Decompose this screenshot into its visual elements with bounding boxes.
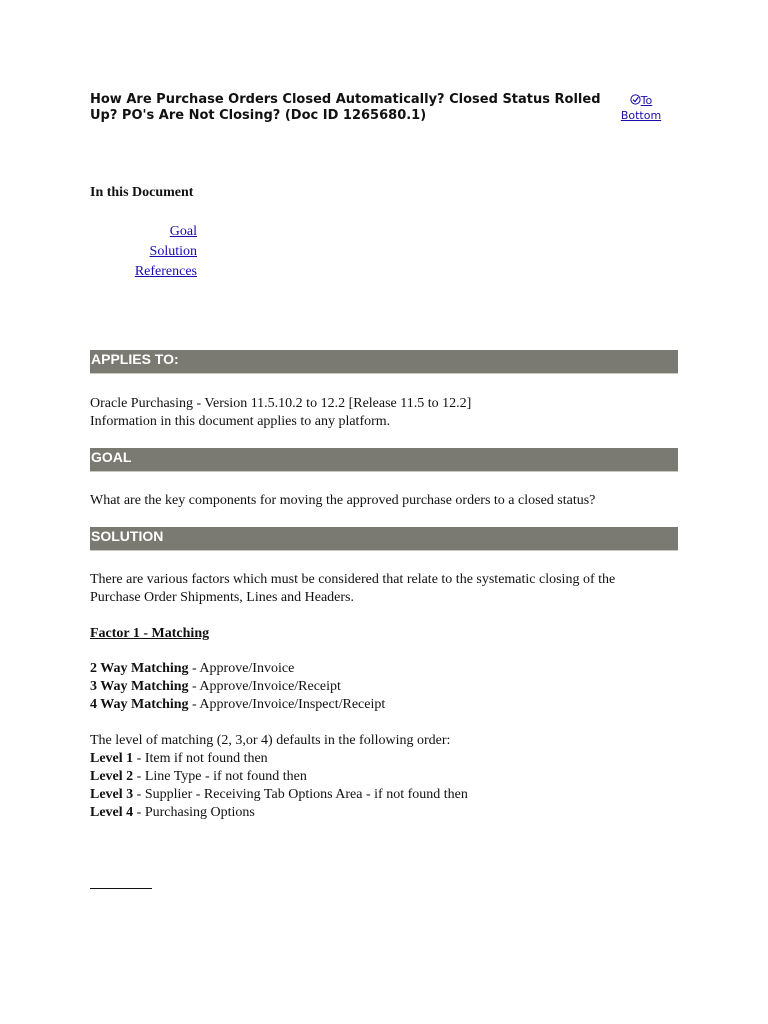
section-header-solution: SOLUTION: [90, 527, 678, 551]
goal-text: What are the key components for moving the approved purchase orders to a closed status?: [90, 493, 596, 508]
solution-intro-line2: Purchase Order Shipments, Lines and Headers.: [90, 590, 354, 605]
level-label: Level 4: [90, 805, 134, 820]
factor-heading: [90, 625, 680, 643]
applies-to-text: [90, 395, 680, 431]
level-value: - Item if not found then: [133, 751, 268, 766]
level-label: Level 3: [90, 787, 134, 802]
solution-intro-line1: There are various factors which must be considered that relate to the systematic closing of the: [90, 572, 616, 587]
toc-heading: In this Document: [90, 185, 194, 200]
toc-list: [90, 222, 197, 282]
level-value: - Supplier - Receiving Tab Options Area - if not found then: [133, 787, 468, 802]
page-title: How Are Purchase Orders Closed Automatically? Closed Status Rolled Up? PO's Are Not Closing? (Doc ID 1265680.1): [90, 92, 601, 123]
level-value: - Purchasing Options: [133, 805, 255, 820]
level-label: Level 2: [90, 769, 134, 784]
matching-label: 2 Way Matching: [90, 661, 189, 676]
applies-to-version: Oracle Purchasing - Version 11.5.10.2 to 12.2 [Release 11.5 to 12.2]: [90, 396, 472, 411]
toc-link-goal[interactable]: Goal: [169, 224, 197, 239]
levels-intro: The level of matching (2, 3,or 4) defaults in the following order:: [90, 733, 451, 748]
applies-to-platform: Information in this document applies to any platform.: [90, 414, 391, 429]
check-circle-icon: [630, 94, 641, 105]
to-bottom-label-top[interactable]: To: [640, 94, 653, 107]
matching-label: 3 Way Matching: [90, 679, 189, 694]
toc-link-solution[interactable]: Solution: [149, 244, 197, 259]
matching-value: - Approve/Invoice: [188, 661, 295, 676]
footnote-divider: [90, 888, 152, 889]
solution-intro: [90, 571, 680, 607]
section-header-applies-to: APPLIES TO:: [90, 350, 678, 374]
matching-value: - Approve/Invoice/Receipt: [188, 679, 341, 694]
factor-1-heading: Factor 1 - Matching: [90, 626, 210, 641]
levels-list: [90, 732, 680, 822]
toc-link-references[interactable]: References: [134, 264, 197, 279]
matching-value: - Approve/Invoice/Inspect/Receipt: [188, 697, 386, 712]
section-header-goal: GOAL: [90, 448, 678, 472]
matching-label: 4 Way Matching: [90, 697, 189, 712]
level-label: Level 1: [90, 751, 134, 766]
to-bottom-label-bottom[interactable]: Bottom: [620, 109, 662, 122]
to-bottom-link[interactable]: [616, 93, 666, 123]
level-value: - Line Type - if not found then: [133, 769, 307, 784]
matching-list: [90, 660, 680, 714]
